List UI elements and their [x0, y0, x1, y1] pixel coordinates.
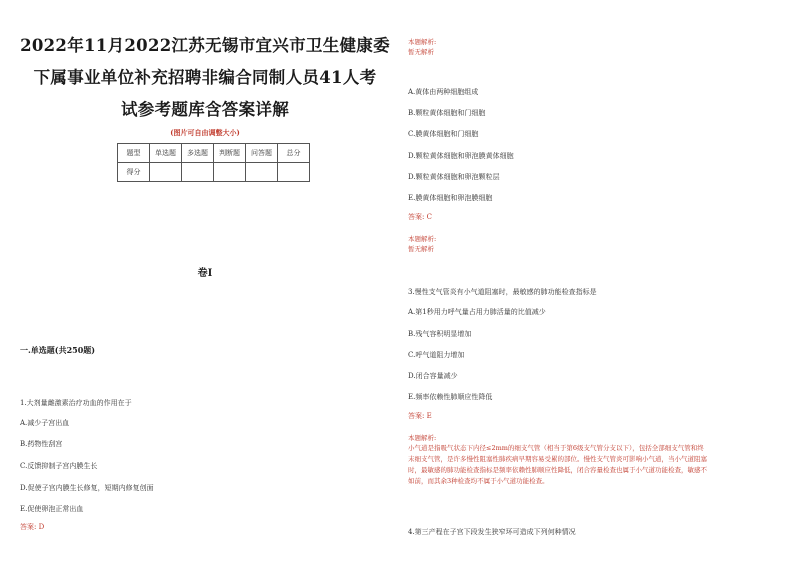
question-option: B.颗粒黄体细胞和门细胞	[408, 109, 486, 117]
score-table	[117, 143, 310, 182]
score-cell: 判断题	[214, 144, 246, 163]
question-option: D.颗粒黄体细胞和卵泡颗粒层	[408, 173, 500, 181]
score-cell	[182, 163, 214, 182]
explanation-label: 本题解析:	[408, 235, 437, 243]
explanation-label: 本题解析:	[408, 38, 437, 46]
score-cell: 单选题	[150, 144, 182, 163]
question-stem: 4.第三产程在子宫下段发生狭窄环可造成下列何种情况	[408, 528, 576, 536]
score-cell: 总分	[278, 144, 310, 163]
question-option: C.反馈抑制子宫内膜生长	[20, 462, 98, 470]
explanation-label: 本题解析:	[408, 434, 437, 442]
answer-label: 答案: E	[408, 412, 432, 420]
title-line-1: 2022年11月2022江苏无锡市宜兴市卫生健康委	[20, 36, 390, 55]
title-line-2: 下属事业单位补充招聘非编合同制人员41人考	[33, 68, 377, 87]
question-option: C.膜黄体细胞和门细胞	[408, 130, 479, 138]
question-option: B.药物性刮宫	[20, 440, 63, 448]
question-option: B.残气容积明显增加	[408, 330, 472, 338]
question-option: D.颗粒黄体细胞和卵泡膜黄体细胞	[408, 152, 514, 160]
score-cell	[278, 163, 310, 182]
question-stem: 1.大剂量雌激素治疗功血的作用在于	[20, 399, 132, 407]
right-column	[400, 0, 790, 565]
explanation-line: 如前，而其余3种检查均不属于小气道功能检查。	[408, 477, 549, 485]
explanation-line: 时，最敏感的肺功能检查指标是频率依赖性肺顺应性降低，闭合容量检查也属于小气道功能检查，敏感不	[408, 466, 707, 474]
explanation-text: 暂无解析	[408, 48, 434, 56]
title-line-3: 试参考题库含答案详解	[121, 100, 289, 119]
score-table-header-row	[118, 144, 310, 163]
score-cell: 问答题	[246, 144, 278, 163]
question-option: E.频率依赖性肺顺应性降低	[408, 393, 493, 401]
question-option: E.膜黄体细胞和卵泡膜细胞	[408, 194, 493, 202]
score-table-value-row	[118, 163, 310, 182]
score-cell: 题型	[118, 144, 150, 163]
explanation-body	[408, 443, 784, 487]
explanation-line: 末细支气管，是许多慢性阻塞性肺疾病早期容易受累的部位。慢性支气管炎可影响小气道，当小气道阻塞	[408, 455, 707, 463]
document-title	[20, 30, 390, 126]
question-option: A.黄体由两种细胞组成	[408, 88, 479, 96]
question-option: D.促使子宫内膜生长修复，短期内修复创面	[20, 484, 154, 492]
section-heading: 一.单选题(共250题)	[20, 345, 96, 355]
question-option: D.闭合容量减少	[408, 372, 458, 380]
explanation-text: 暂无解析	[408, 245, 434, 253]
score-cell: 多选题	[182, 144, 214, 163]
left-column	[20, 0, 390, 565]
answer-label: 答案: D	[20, 523, 45, 531]
question-option: C.呼气道阻力增加	[408, 351, 465, 359]
answer-label: 答案: C	[408, 213, 432, 221]
volume-heading: 卷I	[197, 268, 213, 279]
score-cell	[246, 163, 278, 182]
question-option: A.减少子宫出血	[20, 419, 70, 427]
question-option: A.第1秒用力呼气量占用力肺活量的比值减少	[408, 308, 546, 316]
image-resize-note: (图片可自由调整大小)	[170, 128, 240, 137]
explanation-line: 小气道是指吸气状态下内径≤2mm的细支气管（相当于第6级支气管分支以下），包括全部细支气管和终	[408, 444, 704, 452]
score-cell	[214, 163, 246, 182]
score-cell	[150, 163, 182, 182]
question-stem: 3.慢性支气管炎有小气道阻塞时，最敏感的肺功能检查指标是	[408, 288, 597, 296]
score-cell: 得分	[118, 163, 150, 182]
question-option: E.促使卵泡正常出血	[20, 505, 84, 513]
